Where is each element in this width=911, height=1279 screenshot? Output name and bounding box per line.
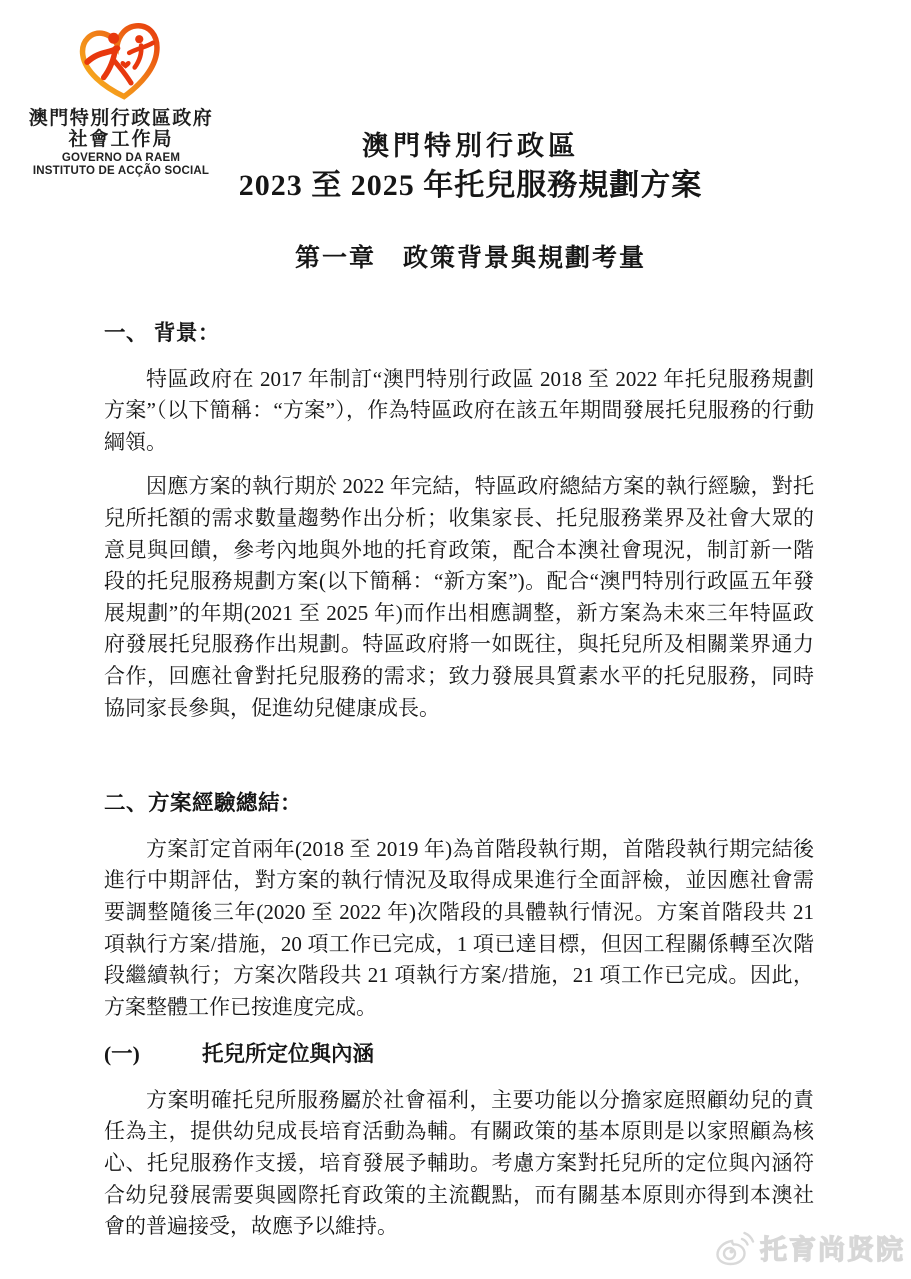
- ias-heart-logo: [75, 20, 167, 104]
- document-title-line2: 2023 至 2025 年托兒服務規劃方案: [238, 169, 703, 202]
- watermark-text: 托育尚贤院: [760, 1235, 905, 1265]
- chapter-heading: 第一章 政策背景與規劃考量: [294, 245, 646, 272]
- document-title: [30, 130, 911, 204]
- org-name-pt-line2: INSTITUTO DE ACÇÃO SOCIAL: [32, 164, 210, 177]
- org-name-pt-line1: GOVERNO DA RAEM: [61, 152, 181, 164]
- subsection-title: 托兒所定位與內涵: [202, 1042, 375, 1067]
- document-body: [104, 318, 814, 1243]
- section-2-heading: 二、方案經驗總結：: [104, 791, 303, 816]
- org-name-zh-line2: 社會工作局: [68, 129, 174, 150]
- paragraph: 方案明確托兒所服務屬於社會福利，主要功能以分擔家庭照顧幼兒的責任為主，提供幼兒成長培育活動為輔。有關政策的基本原則是以家照顧為核心、托兒服務作支援，培育發展予輔助。考慮方案對托兒所的定位與內涵符合幼兒發展需要與國際托育政策的主流觀點，而有關基本原則亦得到本澳社會的普遍接受，故應予以維持。: [104, 1087, 814, 1239]
- paragraph: 因應方案的執行期於 2022 年完結，特區政府總結方案的執行經驗，對托兒所托額的需求數量趨勢作出分析；收集家長、托兒服務業界及社會大眾的意見與回饋，參考內地與外地的托育政策，配合本澳社會現況，制訂新一階段的托兒服務規劃方案(以下簡稱：“新方案”)。配合“澳門特別行政區五年發展規劃”的年期(2021 至 2025 年)而作出相應調整，新方案為未來三年特區政府發展托兒服務作出規劃。特區政府將一如既往，與托兒所及相關業界通力合作，回應社會對托兒服務的需求；致力發展具質素水平的托兒服務，同時協同家長參與，促進幼兒健康成長。: [104, 474, 814, 720]
- subsection-number: (一): [104, 1042, 140, 1067]
- section-1-heading: 一、 背景：: [104, 321, 220, 345]
- paragraph: 方案訂定首兩年(2018 至 2019 年)為首階段執行期，首階段執行期完結後進行中期評估，對方案的執行情況及取得成果進行全面評檢，並因應社會需要調整隨後三年(2020 至 2022 年)次階段的具體執行情況。方案首階段共 21 項執行方案/措施，20 項工作已完成，1 項已達目標，但因工程關係轉至次階段繼續執行；方案次階段共 21 項執行方案/措施，21 項工作已完成。因此，方案整體工作已按進度完成。: [104, 836, 814, 1019]
- subsection-1-heading: [104, 1039, 814, 1071]
- paragraph: 特區政府在 2017 年制訂“澳門特別行政區 2018 至 2022 年托兒服務規劃方案”（以下簡稱：“方案”），作為特區政府在該五年期間發展托兒服務的行動綱領。: [104, 366, 814, 454]
- org-name-zh-line1: 澳門特別行政區政府: [28, 108, 214, 129]
- document-title-line1: 澳門特別行政區: [362, 131, 579, 161]
